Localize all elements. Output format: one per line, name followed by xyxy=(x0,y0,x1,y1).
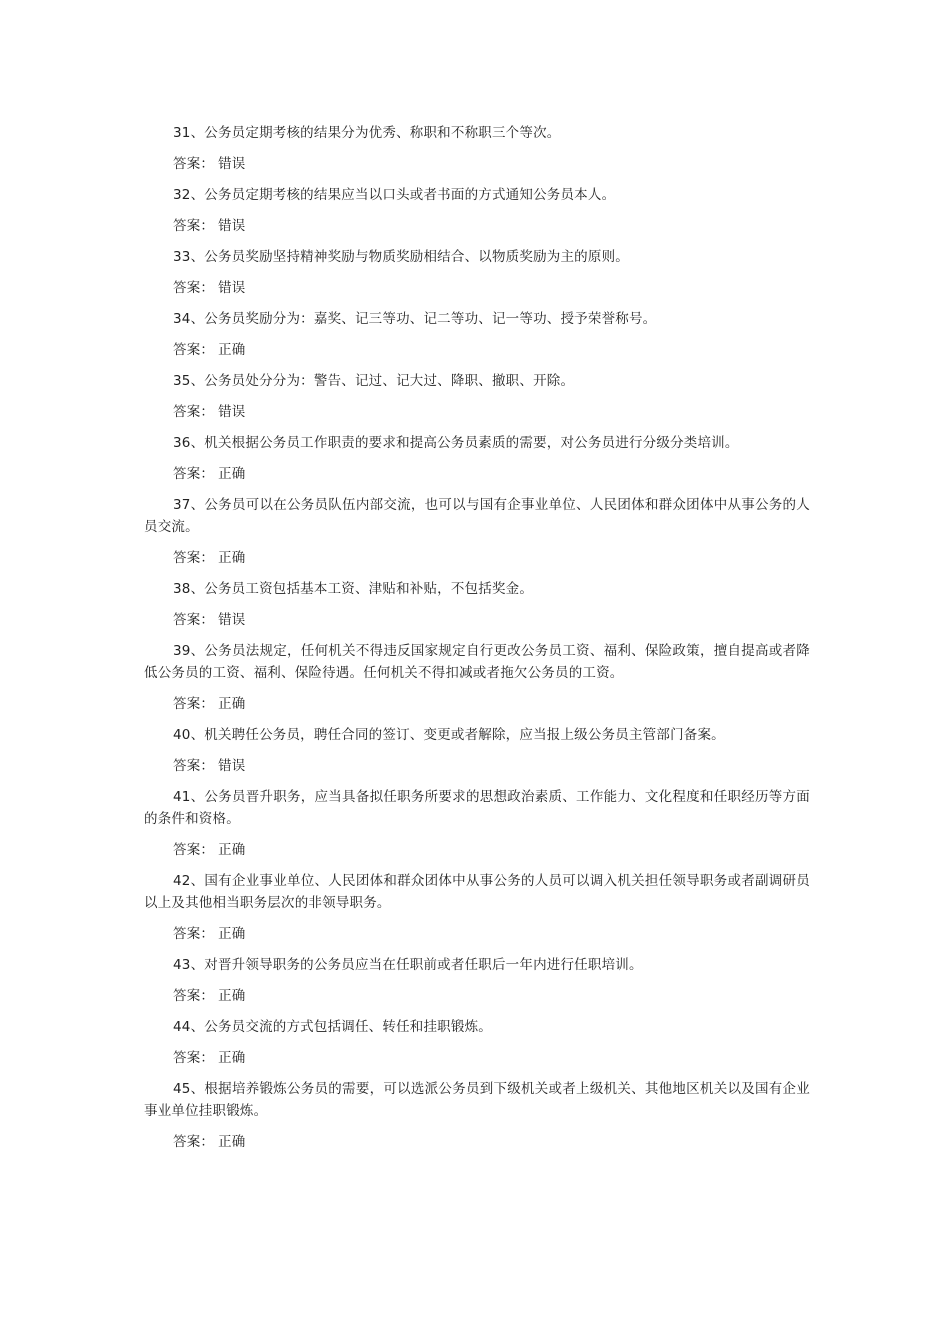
answer-label: 答案： xyxy=(173,342,215,358)
answer-label: 答案： xyxy=(173,218,215,234)
answer-value: 错误 xyxy=(218,218,246,234)
answer-line xyxy=(144,215,810,237)
answer-line xyxy=(144,339,810,361)
answer-line xyxy=(144,153,810,175)
question-text: 45、根据培养锻炼公务员的需要，可以选派公务员到下级机关或者上级机关、其他地区机关以及国有企业事业单位挂职锻炼。 xyxy=(144,1081,810,1119)
question-text: 38、公务员工资包括基本工资、津贴和补贴，不包括奖金。 xyxy=(173,581,534,597)
answer-label: 答案： xyxy=(173,550,215,566)
answer-label: 答案： xyxy=(173,404,215,420)
answer-value: 正确 xyxy=(218,988,246,1004)
answer-value: 错误 xyxy=(218,404,246,420)
question-text: 34、公务员奖励分为：嘉奖、记三等功、记二等功、记一等功、授予荣誉称号。 xyxy=(173,311,657,327)
answer-value: 正确 xyxy=(218,1050,246,1066)
answer-value: 正确 xyxy=(218,1134,246,1150)
answer-label: 答案： xyxy=(173,612,215,628)
answer-line xyxy=(144,839,810,861)
answer-line xyxy=(144,923,810,945)
answer-line xyxy=(144,1131,810,1153)
answer-label: 答案： xyxy=(173,926,215,942)
answer-line xyxy=(144,277,810,299)
answer-value: 错误 xyxy=(218,280,246,296)
answer-label: 答案： xyxy=(173,988,215,1004)
answer-line xyxy=(144,609,810,631)
answer-value: 错误 xyxy=(218,156,246,172)
question-list xyxy=(144,122,810,1162)
answer-label: 答案： xyxy=(173,758,215,774)
answer-line xyxy=(144,463,810,485)
question-text: 32、公务员定期考核的结果应当以口头或者书面的方式通知公务员本人。 xyxy=(173,187,616,203)
question-text: 36、机关根据公务员工作职责的要求和提高公务员素质的需要，对公务员进行分级分类培训。 xyxy=(173,435,739,451)
answer-line xyxy=(144,547,810,569)
answer-label: 答案： xyxy=(173,842,215,858)
answer-value: 正确 xyxy=(218,342,246,358)
question-text: 44、公务员交流的方式包括调任、转任和挂职锻炼。 xyxy=(173,1019,492,1035)
answer-line xyxy=(144,401,810,423)
question-text: 31、公务员定期考核的结果分为优秀、称职和不称职三个等次。 xyxy=(173,125,561,141)
answer-value: 正确 xyxy=(218,926,246,942)
answer-value: 正确 xyxy=(218,696,246,712)
answer-label: 答案： xyxy=(173,466,215,482)
answer-value: 正确 xyxy=(218,550,246,566)
question-text: 35、公务员处分分为：警告、记过、记大过、降职、撤职、开除。 xyxy=(173,373,575,389)
answer-label: 答案： xyxy=(173,1050,215,1066)
answer-label: 答案： xyxy=(173,1134,215,1150)
answer-value: 错误 xyxy=(218,612,246,628)
question-text: 41、公务员晋升职务，应当具备拟任职务所要求的思想政治素质、工作能力、文化程度和任职经历等方面的条件和资格。 xyxy=(144,789,810,827)
answer-value: 正确 xyxy=(218,842,246,858)
question-text: 42、国有企业事业单位、人民团体和群众团体中从事公务的人员可以调入机关担任领导职务或者副调研员以上及其他相当职务层次的非领导职务。 xyxy=(144,873,810,911)
answer-line xyxy=(144,693,810,715)
question-text: 33、公务员奖励坚持精神奖励与物质奖励相结合、以物质奖励为主的原则。 xyxy=(173,249,629,265)
answer-value: 错误 xyxy=(218,758,246,774)
question-text: 40、机关聘任公务员，聘任合同的签订、变更或者解除，应当报上级公务员主管部门备案。 xyxy=(173,727,725,743)
answer-label: 答案： xyxy=(173,280,215,296)
answer-line xyxy=(144,1047,810,1069)
answer-label: 答案： xyxy=(173,156,215,172)
question-text: 39、公务员法规定，任何机关不得违反国家规定自行更改公务员工资、福利、保险政策，擅自提高或者降低公务员的工资、福利、保险待遇。任何机关不得扣减或者拖欠公务员的工资。 xyxy=(144,643,810,681)
answer-value: 正确 xyxy=(218,466,246,482)
question-text: 37、公务员可以在公务员队伍内部交流，也可以与国有企事业单位、人民团体和群众团体中从事公务的人员交流。 xyxy=(144,497,810,535)
question-text: 43、对晋升领导职务的公务员应当在任职前或者任职后一年内进行任职培训。 xyxy=(173,957,643,973)
answer-line xyxy=(144,755,810,777)
answer-label: 答案： xyxy=(173,696,215,712)
answer-line xyxy=(144,985,810,1007)
